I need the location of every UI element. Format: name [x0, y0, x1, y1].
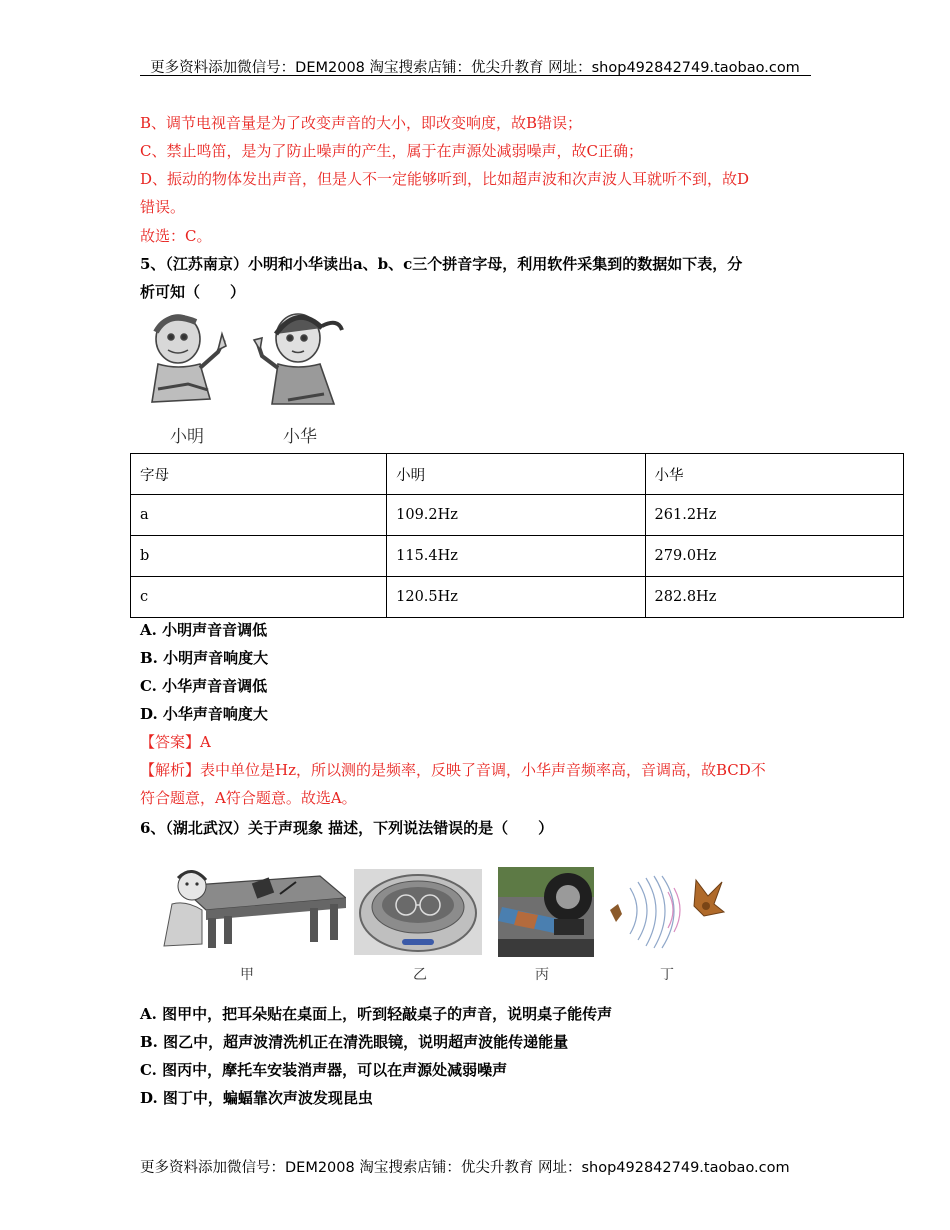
caption-bing: 丙	[535, 967, 549, 983]
analysis-line-d1: D、振动的物体发出声音，但是人不一定能够听到，比如超声波和次声波人耳就听不到，故D	[140, 170, 750, 188]
caption-jia: 甲	[240, 967, 254, 983]
caption-yi: 乙	[413, 967, 427, 983]
q6-option-b: B. 图乙中，超声波清洗机正在清洗眼镜，说明超声波能传递能量	[140, 1033, 569, 1051]
q5-option-b: B. 小明声音响度大	[140, 649, 269, 667]
table-cell: a	[131, 495, 387, 536]
q5-answer: 【答案】A	[140, 733, 211, 751]
header-rule	[140, 75, 811, 76]
table-header-xiaoming: 小明	[387, 454, 645, 495]
figure-ding	[604, 870, 728, 956]
table-row	[131, 536, 904, 577]
caption-xiaoming: 小明	[170, 427, 204, 447]
page-footer: 更多资料添加微信号：DEM2008 淘宝搜索店铺：优尖升教育 网址：shop492842749.taobao.com	[140, 1160, 790, 1176]
q5-analysis-line2: 符合题意，A符合题意。故选A。	[140, 789, 357, 807]
table-cell: 120.5Hz	[387, 577, 645, 618]
table-header-row	[131, 454, 904, 495]
table-cell: 282.8Hz	[645, 577, 903, 618]
q5-analysis-line1: 【解析】表中单位是Hz，所以测的是频率，反映了音调，小华声音频率高，音调高，故BCD不	[140, 761, 766, 779]
table-cell: 261.2Hz	[645, 495, 903, 536]
figure-yi	[354, 869, 482, 955]
q6-option-c: C. 图丙中，摩托车安装消声器，可以在声源处减弱噪声	[140, 1061, 508, 1079]
q5-data-table	[130, 453, 904, 618]
q6-option-a: A. 图甲中，把耳朵贴在桌面上，听到轻敲桌子的声音，说明桌子能传声	[140, 1005, 613, 1023]
table-cell: 109.2Hz	[387, 495, 645, 536]
table-row	[131, 495, 904, 536]
table-row	[131, 577, 904, 618]
table-cell: b	[131, 536, 387, 577]
q5-option-c: C. 小华声音音调低	[140, 677, 268, 695]
analysis-line-d2: 错误。	[140, 198, 186, 216]
table-cell: 115.4Hz	[387, 536, 645, 577]
q6-option-d: D. 图丁中，蝙蝠靠次声波发现昆虫	[140, 1089, 373, 1107]
analysis-choice: 故选：C。	[140, 227, 212, 245]
xiaohua-figure	[254, 314, 342, 404]
figure-bing	[498, 867, 594, 957]
table-cell: c	[131, 577, 387, 618]
page-header: 更多资料添加微信号：DEM2008 淘宝搜索店铺：优尖升教育 网址：shop492842749.taobao.com	[150, 60, 800, 76]
caption-xiaohua: 小华	[283, 427, 317, 447]
q6-stem: 6、（湖北武汉）关于声现象 描述，下列说法错误的是（ ）	[140, 819, 554, 837]
q5-stem-line1: 5、（江苏南京）小明和小华读出a、b、c三个拼音字母，利用软件采集到的数据如下表，分	[140, 255, 743, 273]
table-cell: 279.0Hz	[645, 536, 903, 577]
analysis-line-c: C、禁止鸣笛，是为了防止噪声的产生，属于在声源处减弱噪声，故C正确；	[140, 142, 643, 160]
q5-stem-line2: 析可知（ ）	[140, 283, 246, 301]
analysis-line-b: B、调节电视音量是为了改变声音的大小，即改变响度，故B错误；	[140, 114, 583, 132]
xiaoming-figure	[152, 315, 226, 402]
q5-option-a: A. 小明声音音调低	[140, 621, 268, 639]
table-header-letter: 字母	[131, 454, 387, 495]
table-header-xiaohua: 小华	[645, 454, 903, 495]
q5-option-d: D. 小华声音响度大	[140, 705, 268, 723]
caption-ding: 丁	[660, 967, 674, 983]
figure-jia	[150, 864, 346, 954]
